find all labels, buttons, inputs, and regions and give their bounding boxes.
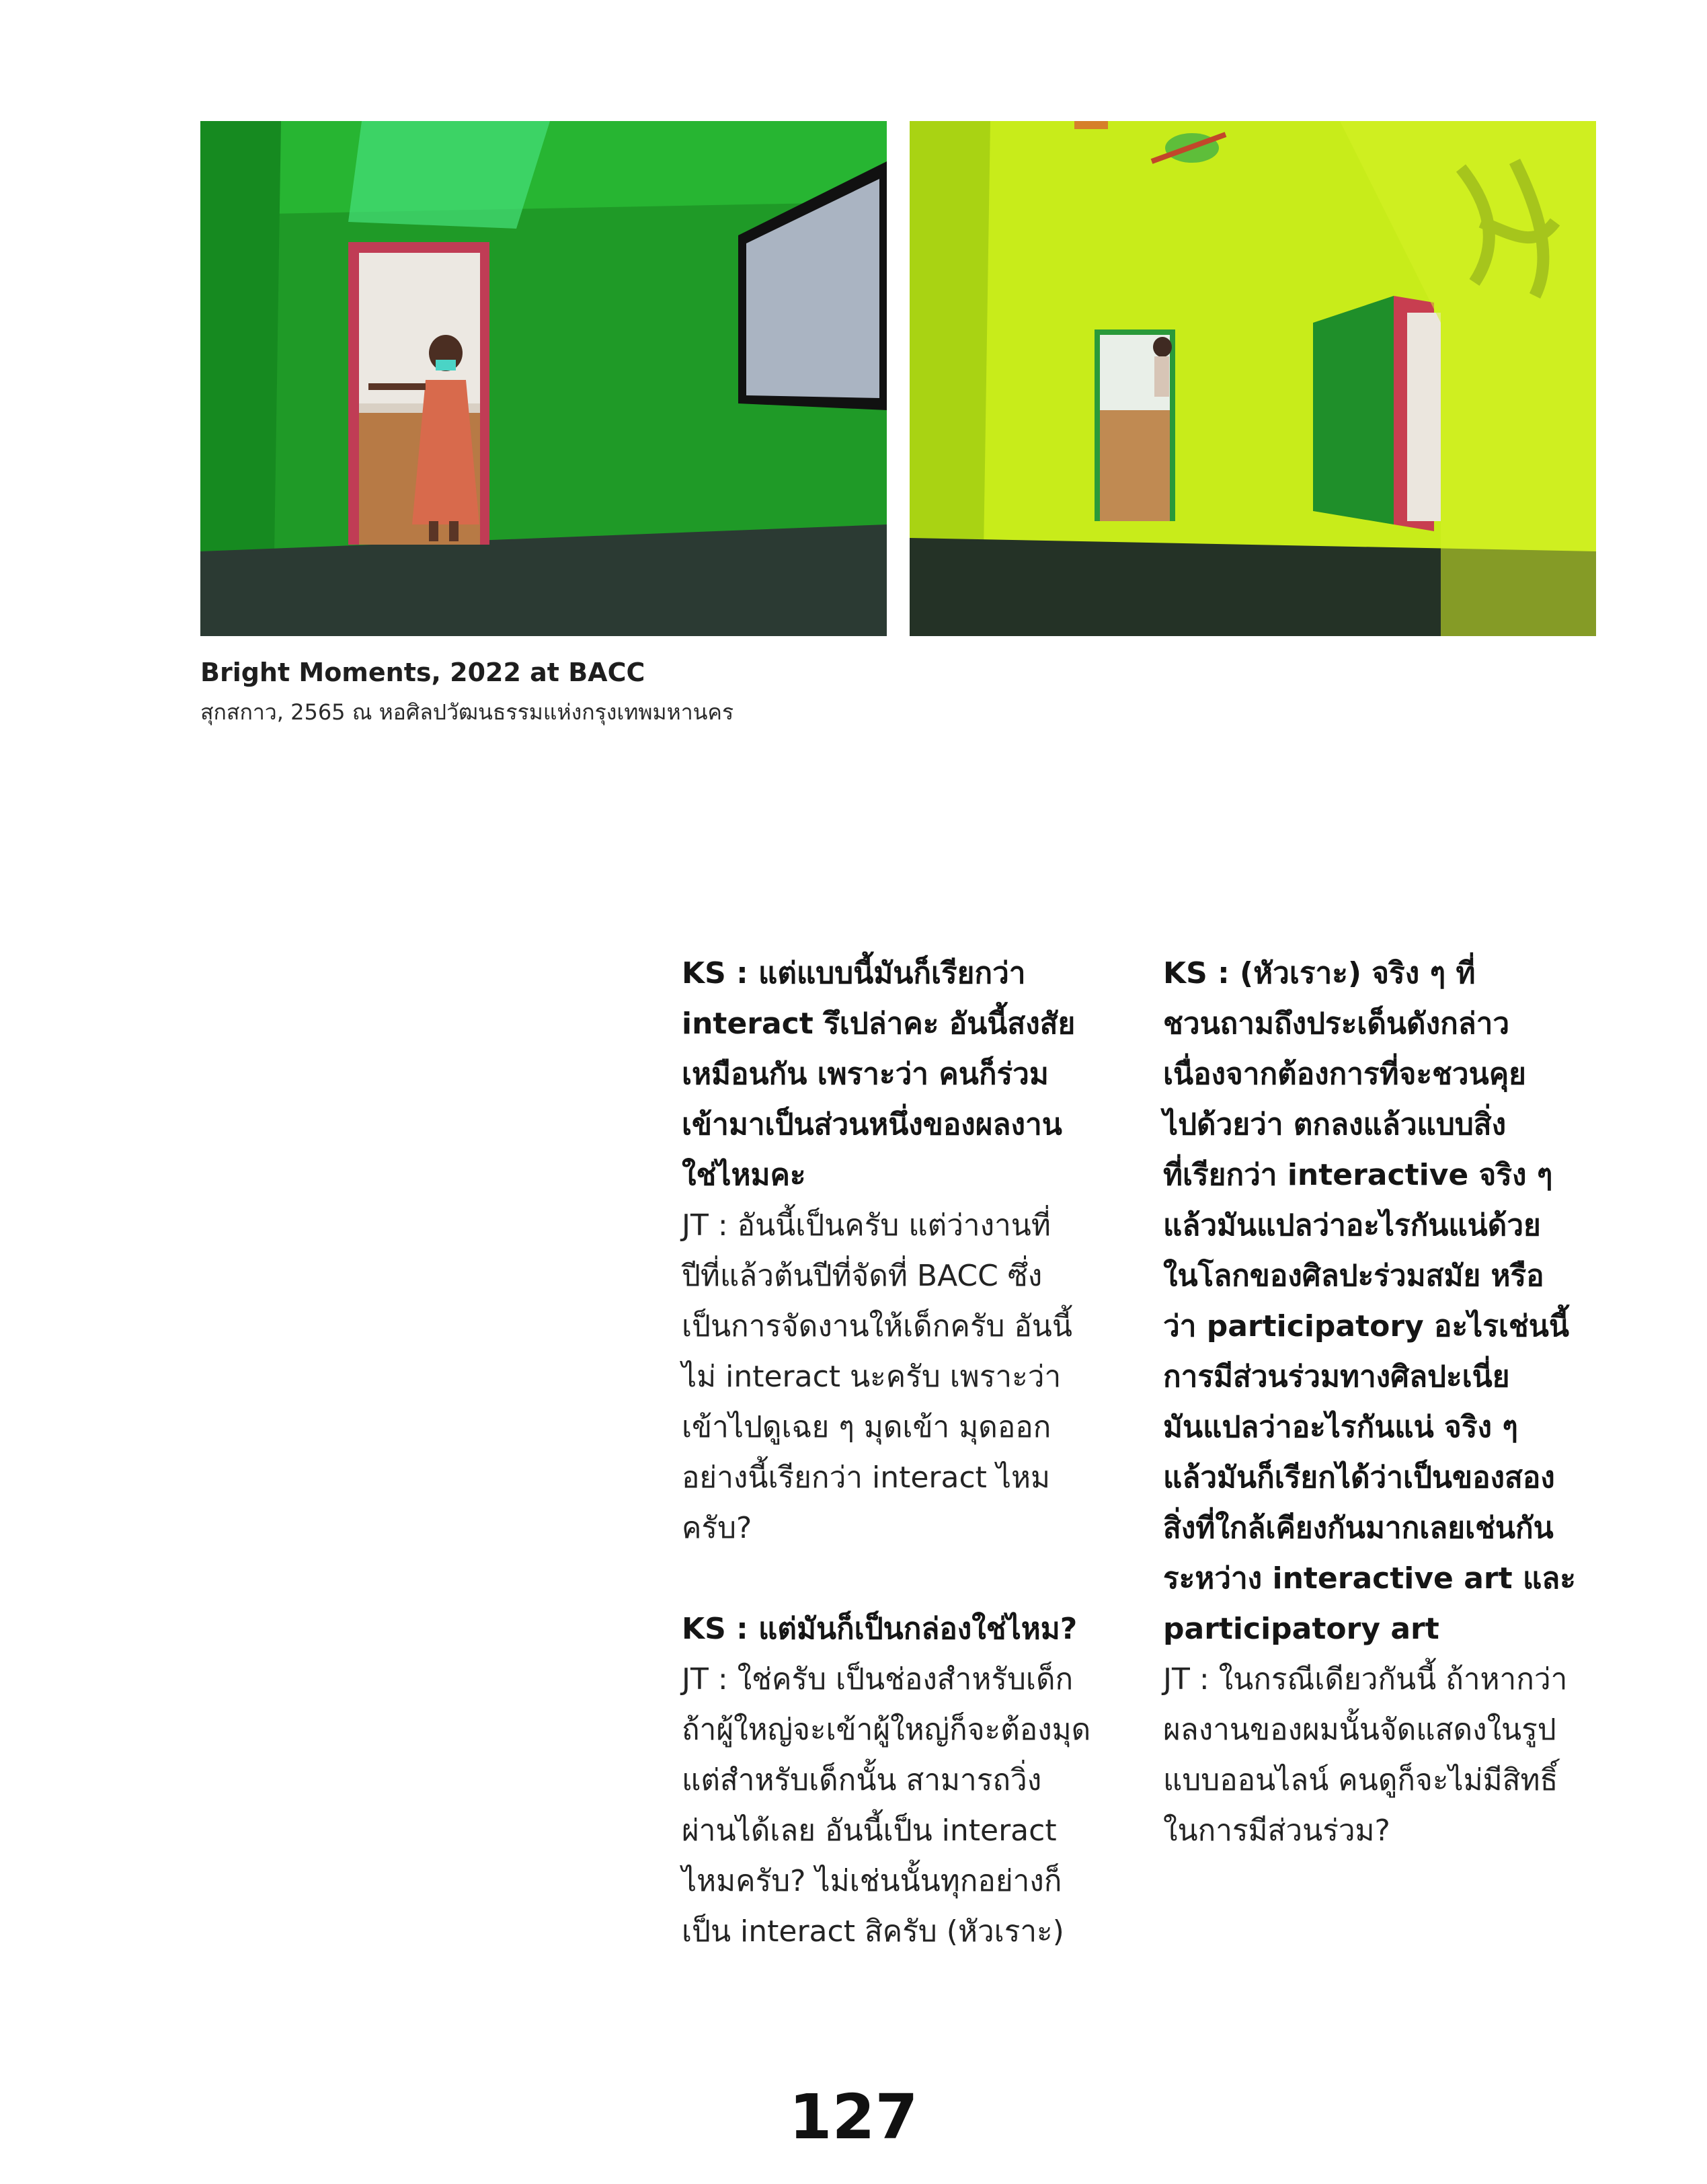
photo-lime-room [910, 121, 1596, 636]
interview-column-left [682, 948, 1139, 1957]
photo-green-room-image [200, 121, 887, 636]
photo-lime-room-image [910, 121, 1596, 636]
page-number: 127 [789, 2081, 918, 2153]
answer-jt-3: JT : ในกรณีเดียวกันนี้ ถ้าหากว่า ผลงานของผมนั้นจัดแสดงในรูป แบบออนไลน์ คนดูก็จะไม่มีสิทธิ์ ในการมีส่วนร่วม? [1163, 1662, 1568, 1848]
photo-green-room [200, 121, 887, 636]
interview-column-right [1163, 948, 1620, 1856]
question-ks-1: KS : แต่แบบนี้มันก็เรียกว่า interact รึเปล่าคะ อันนี้สงสัย เหมือนกัน เพราะว่า คนก็ร่วม เข้ามาเป็นส่วนหนึ่งของผลงาน ใช่ไหมคะ [682, 956, 1076, 1192]
answer-jt-1: JT : อันนี้เป็นครับ แต่ว่างานที่ ปีที่แล้วต้นปีที่จัดที่ BACC ซึ่ง เป็นการจัดงานให้เด็กครับ อันนี้ ไม่ interact นะครับ เพราะว่า เข้าไปดูเฉย ๆ มุดเข้า มุดออก อย่างนี้เรียกว่า interact ไหม ครับ? [682, 1208, 1072, 1545]
caption-subtitle: สุกสกาว, 2565 ณ หอศิลปวัฒนธรรมแห่งกรุงเทพมหานคร [200, 699, 734, 725]
paragraph-gap [682, 1553, 1139, 1604]
caption-title: Bright Moments, 2022 at BACC [200, 658, 645, 687]
answer-jt-2: JT : ใช่ครับ เป็นช่องสำหรับเด็ก ถ้าผู้ใหญ่จะเข้าผู้ใหญ่ก็จะต้องมุด แต่สำหรับเด็กนั้น สามารถวิ่ง ผ่านได้เลย อันนี้เป็น interact ไหมครับ? ไม่เช่นนั้นทุกอย่างก็ เป็น interact สิครับ (หัวเราะ) [682, 1662, 1091, 1949]
question-ks-2: KS : แต่มันก็เป็นกล่องใช่ไหม? [682, 1612, 1078, 1646]
question-ks-3: KS : (หัวเราะ) จริง ๆ ที่ ชวนถามถึงประเด็นดังกล่าว เนื่องจากต้องการที่จะชวนคุย ไปด้วยว่า ตกลงแล้วแบบสิ่ง ที่เรียกว่า interactive จริง ๆ แล้วมันแปลว่าอะไรกันแน่ด้วย ในโลกของศิลปะร่วมสมัย หรือ ว่า participatory อะไรเช่นนี้ การมีส่วนร่วมทางศิลปะเนี่ย มันแปลว่าอะไรกันแน่ จริง ๆ แล้วมันก็เรียกได้ว่าเป็นของสอง สิ่งที่ใกล้เคียงกันมากเลยเช่นกัน ระหว่าง interactive art และ participatory art [1163, 956, 1576, 1646]
